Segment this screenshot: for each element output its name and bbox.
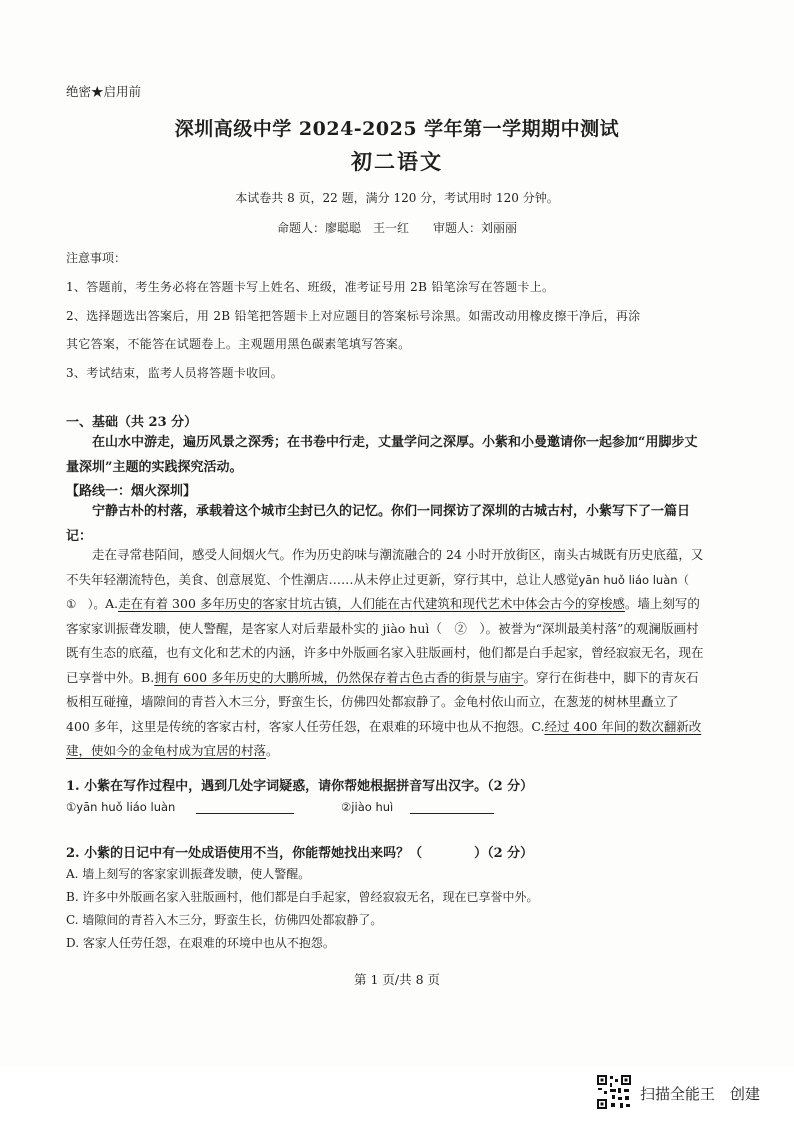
q1-answer-line-2[interactable]: [410, 813, 494, 814]
diary-p3: （ ② ）。被誉为“深圳最美村落”的观澜版画村既有生态的底蕴，也有文化和艺术的内涵，许多中外版画名家入驻版画村，他们都是白手起家，曾经寂寂无名，现在已享誉中外。: [66, 620, 704, 685]
pinyin-1: yān huǒ liáo luàn（ ① ）。: [66, 572, 701, 611]
diary-text: [66, 543, 706, 764]
section-intro: 在山水中游走，遍历风景之深秀；在书卷中行走，丈量学问之深厚。小紫和小曼邀请你一起参加“用脚步丈量深圳”主题的实践探究活动。: [66, 435, 698, 475]
exam-subject: 初二语文: [351, 149, 443, 174]
diary-p4: 。穿行在街巷中，脚下的青灰石板相互碰撞，墙隙间的青苔入木三分，野蛮生长，仿佛四处都寂静了。金龟村依山而立，在葱茏的树林里矗立了 400 多年，这里是传统的客家古村，客家人任劳任怨，在艰难的环境中也从不抱怨。: [66, 669, 699, 734]
route-intro: 宁静古朴的村落，承载着这个城市尘封已久的记忆。你们一同探访了深圳的古城古村，小紫写下了一篇日记：: [66, 504, 691, 544]
sentence-c-label: C.: [531, 718, 545, 734]
notice-item: 2、选择题选出答案后，用 2B 铅笔把答题卡上对应题目的答案标号涂黑。如需改动用橡皮擦干净后，再涂: [66, 309, 641, 323]
notice-item: 3、考试结束，监考人员将答题卡收回。: [66, 366, 284, 380]
exam-title: 深圳高级中学 2024-2025 学年第一学期期中测试: [174, 118, 620, 140]
sentence-a-label: A.: [105, 596, 119, 611]
exam-authors: 命题人：廖聪聪 王一红 审题人：刘丽丽: [276, 221, 517, 235]
question-1-prompt: 1. 小紫在写作过程中，遇到几处字词疑惑，请你帮她根据拼音写出汉字。（2 分）: [66, 779, 534, 794]
notice-item: 1、答题前，考生务必将在答题卡写上姓名、班级，准考证号用 2B 铅笔涂写在答题卡上。: [66, 280, 555, 294]
q1-blank-2-label: ②jiào huì: [341, 800, 394, 814]
sentence-b-label: B.: [141, 669, 155, 685]
qr-code-icon: [596, 1074, 632, 1110]
diary-p1: 走在寻常巷陌间，感受人间烟火气。作为历史韵味与潮流融合的 24 小时开放街区，南头古城既有历史底蕴，又不失年轻潮流特色，美食、创意展览、个性潮店……从未停止过更新，穿行其中，总让人感觉: [66, 547, 704, 587]
q1-answer-line-1[interactable]: [196, 813, 294, 814]
route-heading: 【路线一：烟火深圳】: [66, 484, 197, 499]
q1-blank-1-label: ①yān huǒ liáo luàn: [66, 800, 176, 814]
sentence-c: 经过 400 年间的数次翻新改建，使如今的金龟村成为宜居的村落: [66, 718, 702, 758]
diary-p2: 。墙上刻写的客家家训振聋发聩，使人警醒，是客家人对后辈最朴实的 jiào huì: [66, 596, 700, 636]
sentence-a: 走在有着 300 多年历史的客家甘坑古镇，人们能在古代建筑和现代艺术中体会古今的穿梭感: [118, 596, 625, 611]
sentence-b: 拥有 600 多年历史的大鹏所城，仍然保存着古色古香的街景与庙宇: [154, 669, 524, 685]
q2-option-d: D. 客家人任劳任怨，在艰难的环境中也从不抱怨。: [66, 936, 335, 950]
diary-p5: 。: [266, 743, 279, 758]
question-2-prompt: 2. 小紫的日记中有一处成语使用不当，你能帮她找出来吗？（ ）（2 分）: [66, 846, 534, 861]
q2-option-b: B. 许多中外版画名家入驻版画村，他们都是白手起家，曾经寂寂无名，现在已享誉中外。: [66, 890, 539, 904]
notice-item: 其它答案，不能答在试题卷上。主观题用黑色碳素笔填写答案。: [66, 337, 411, 351]
scanner-watermark-text: 扫描全能王 创建: [640, 1085, 761, 1103]
page-footer: 第 1 页/共 8 页: [353, 972, 440, 987]
exam-info: 本试卷共 8 页，22 题，满分 120 分，考试用时 120 分钟。: [235, 191, 559, 205]
section-heading: 一、基础（共 23 分）: [66, 415, 198, 430]
confidential-label: 绝密★启用前: [66, 84, 142, 99]
notice-title: 注意事项：: [66, 251, 127, 265]
q2-option-c: C. 墙隙间的青苔入木三分，野蛮生长，仿佛四处都寂静了。: [66, 913, 383, 927]
q2-option-a: A. 墙上刻写的客家家训振聋发聩，使人警醒。: [66, 867, 311, 881]
